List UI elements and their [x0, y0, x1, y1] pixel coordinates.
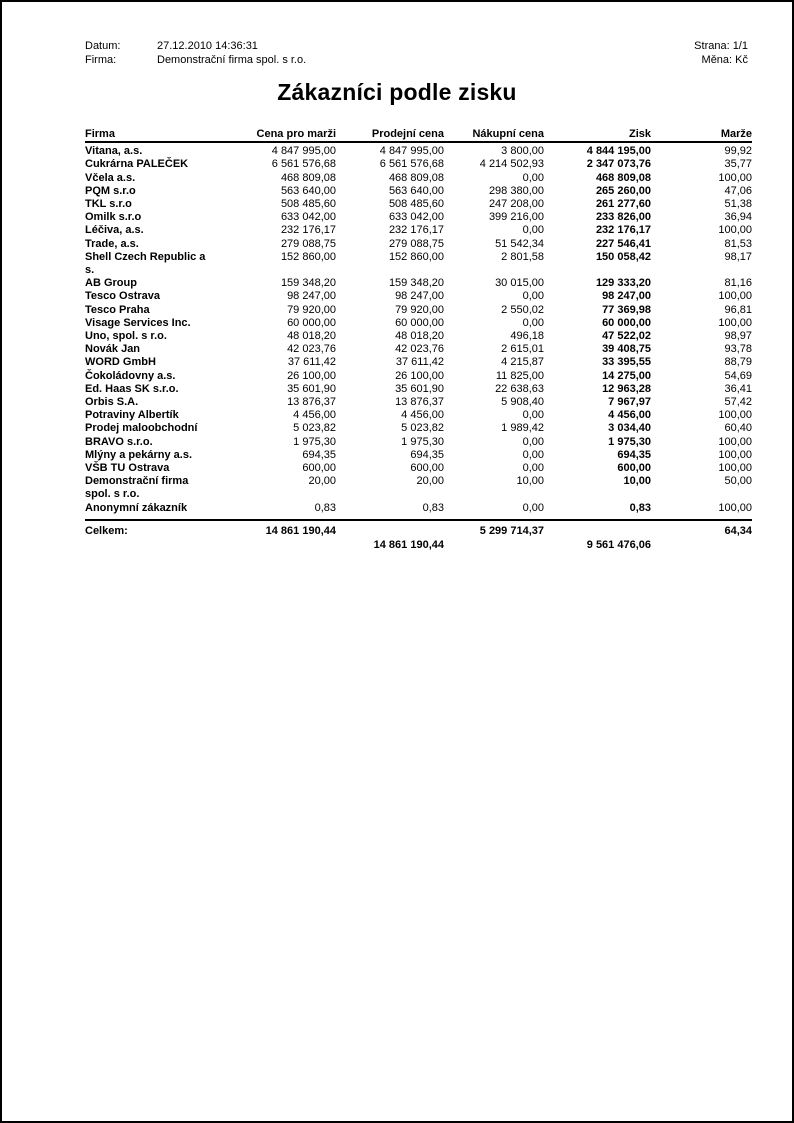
nakupni-cena-cell: 2 615,01	[501, 343, 544, 356]
cena-pro-marzi-cell: 232 176,17	[280, 224, 336, 237]
firma-cell: Léčiva, a.s.	[85, 224, 144, 237]
marze-cell: 98,97	[724, 330, 752, 343]
prodejni-cena-cell: 5 023,82	[401, 422, 444, 435]
marze-cell: 54,69	[724, 369, 752, 382]
cena-pro-marzi-cell: 600,00	[302, 462, 336, 475]
nakupni-cena-cell: 0,00	[522, 224, 544, 237]
marze-cell: 98,17	[724, 250, 752, 263]
strana-value: Strana: 1/1	[694, 40, 748, 52]
cena-pro-marzi-cell: 37 611,42	[287, 356, 336, 369]
nakupni-cena-cell: 22 638,63	[495, 382, 544, 395]
firma-cell: Tesco Ostrava	[85, 290, 161, 303]
prodejni-cena-cell: 563 640,00	[388, 184, 444, 197]
marze-cell: 100,00	[718, 409, 752, 422]
firma-cell: Shell Czech Republic a s.	[85, 250, 206, 277]
cena-pro-marzi-cell: 6 561 576,68	[271, 158, 336, 171]
firma-cell: VŠB TU Ostrava	[85, 462, 170, 475]
cena-pro-marzi-cell: 152 860,00	[280, 250, 336, 263]
firma-cell: Uno, spol. s r.o.	[85, 330, 167, 343]
marze-cell: 96,81	[724, 303, 752, 316]
cena-pro-marzi-cell: 5 023,82	[293, 422, 336, 435]
nakupni-cena-cell: 247 208,00	[488, 198, 544, 211]
table-row	[85, 409, 752, 422]
marze-cell: 100,00	[718, 448, 752, 461]
zisk-cell: 265 260,00	[595, 184, 651, 197]
firma-cell: Trade, a.s.	[85, 237, 139, 250]
totals-row-2	[85, 538, 752, 552]
nakupni-cena-cell: 30 015,00	[495, 277, 544, 290]
marze-cell: 57,42	[724, 396, 752, 409]
nakupni-cena-cell: 0,00	[522, 409, 544, 422]
zisk-cell: 98 247,00	[602, 290, 651, 303]
table-row	[85, 370, 752, 383]
firma-label: Firma:	[85, 54, 117, 66]
zisk-cell: 77 369,98	[602, 303, 651, 316]
marze-cell: 99,92	[724, 145, 752, 158]
table-row	[85, 436, 752, 449]
totals-empty-cell	[336, 520, 444, 538]
firma-cell: Vitana, a.s.	[85, 145, 143, 158]
marze-cell: 51,38	[724, 198, 752, 211]
cena-pro-marzi-cell: 13 876,37	[287, 396, 336, 409]
totals-empty-cell	[444, 538, 544, 552]
table-row	[85, 224, 752, 237]
firma-cell: TKL s.r.o	[85, 198, 132, 211]
marze-cell: 36,94	[724, 211, 752, 224]
zisk-cell: 261 277,60	[595, 198, 651, 211]
marze-cell: 47,06	[724, 184, 752, 197]
cena-pro-marzi-cell: 0,83	[314, 501, 336, 514]
totals-empty-cell	[240, 538, 336, 552]
firma-cell: BRAVO s.r.o.	[85, 435, 153, 448]
firma-cell: Tesco Praha	[85, 303, 150, 316]
cena-pro-marzi-cell: 508 485,60	[280, 198, 336, 211]
prodejni-cena-cell: 26 100,00	[395, 369, 444, 382]
firma-cell: WORD GmbH	[85, 356, 156, 369]
nakupni-cena-cell: 2 801,58	[501, 250, 544, 263]
prodejni-cena-cell: 79 920,00	[395, 303, 444, 316]
zisk-cell: 47 522,02	[602, 330, 651, 343]
prodejni-cena-cell: 37 611,42	[395, 356, 444, 369]
nakupni-cena-cell: 3 800,00	[501, 145, 544, 158]
marze-cell: 60,40	[724, 422, 752, 435]
prodejni-cena-cell: 633 042,00	[388, 211, 444, 224]
datum-label: Datum:	[85, 40, 121, 52]
zisk-cell: 12 963,28	[602, 382, 651, 395]
zisk-cell: 0,83	[629, 501, 651, 514]
prodejni-cena-cell: 600,00	[410, 462, 444, 475]
firma-cell: PQM s.r.o	[85, 184, 136, 197]
cena-pro-marzi-cell: 26 100,00	[287, 369, 336, 382]
table-row	[85, 343, 752, 356]
cena-pro-marzi-cell: 4 847 995,00	[271, 145, 336, 158]
page-title: Zákazníci podle zisku	[277, 79, 517, 105]
marze-cell: 100,00	[718, 171, 752, 184]
firma-cell: Mlýny a pekárny a.s.	[85, 448, 192, 461]
nakupni-cena-cell: 11 825,00	[495, 369, 544, 382]
firma-cell: Cukrárna PALEČEK	[85, 158, 189, 171]
column-header-zisk: Zisk	[544, 128, 651, 142]
marze-cell: 88,79	[724, 356, 752, 369]
prodejni-cena-cell: 0,83	[422, 501, 444, 514]
marze-cell: 100,00	[718, 290, 752, 303]
table-row	[85, 317, 752, 330]
table-row	[85, 475, 752, 501]
firma-cell: Potraviny Albertík	[85, 409, 179, 422]
table-row	[85, 383, 752, 396]
marze-cell: 100,00	[718, 316, 752, 329]
nakupni-cena-cell: 4 215,87	[501, 356, 544, 369]
prodejni-cena-cell: 6 561 576,68	[379, 158, 444, 171]
prodejni-cena-cell: 4 847 995,00	[379, 145, 444, 158]
cena-pro-marzi-cell: 4 456,00	[293, 409, 336, 422]
table-row	[85, 211, 752, 224]
table-header-row	[85, 128, 752, 142]
cena-pro-marzi-cell: 279 088,75	[280, 237, 336, 250]
table-row	[85, 198, 752, 211]
prodejni-cena-cell: 508 485,60	[388, 198, 444, 211]
marze-cell: 81,16	[724, 277, 752, 290]
zisk-cell: 694,35	[617, 448, 651, 461]
zisk-cell: 468 809,08	[595, 171, 651, 184]
marze-cell: 50,00	[724, 475, 752, 488]
zisk-cell: 14 275,00	[602, 369, 651, 382]
zisk-cell: 232 176,17	[595, 224, 651, 237]
prodejni-cena-cell: 159 348,20	[388, 277, 444, 290]
report-meta-right	[694, 39, 748, 67]
mena-value: Měna: Kč	[701, 54, 748, 66]
report-meta-left	[85, 39, 306, 67]
marze-cell: 36,41	[724, 382, 752, 395]
nakupni-cena-cell: 51 542,34	[495, 237, 544, 250]
nakupni-cena-cell: 0,00	[522, 448, 544, 461]
table-row	[85, 462, 752, 475]
zisk-cell: 600,00	[617, 462, 651, 475]
cena-pro-marzi-cell: 159 348,20	[280, 277, 336, 290]
cena-pro-marzi-cell: 1 975,30	[293, 435, 336, 448]
column-header-prodejni-cena: Prodejní cena	[336, 128, 444, 142]
prodejni-cena-cell: 13 876,37	[395, 396, 444, 409]
table-row	[85, 238, 752, 251]
column-header-marze: Marže	[651, 128, 752, 142]
zisk-cell: 227 546,41	[595, 237, 651, 250]
nakupni-cena-cell: 4 214 502,93	[479, 158, 544, 171]
zisk-cell: 1 975,30	[608, 435, 651, 448]
table-row	[85, 290, 752, 303]
table-row	[85, 422, 752, 435]
totals-zisk: 9 561 476,06	[586, 539, 651, 552]
cena-pro-marzi-cell: 633 042,00	[280, 211, 336, 224]
table-row	[85, 356, 752, 369]
zisk-cell: 2 347 073,76	[586, 158, 651, 171]
cena-pro-marzi-cell: 60 000,00	[287, 316, 336, 329]
cena-pro-marzi-cell: 48 018,20	[287, 330, 336, 343]
nakupni-cena-cell: 0,00	[522, 316, 544, 329]
zisk-cell: 4 844 195,00	[586, 145, 651, 158]
cena-pro-marzi-cell: 694,35	[302, 448, 336, 461]
table-row	[85, 304, 752, 317]
firma-cell: Omilk s.r.o	[85, 211, 142, 224]
firma-cell: Prodej maloobchodní	[85, 422, 198, 435]
customers-profit-table	[85, 128, 752, 552]
prodejni-cena-cell: 694,35	[410, 448, 444, 461]
firma-cell: Visage Services Inc.	[85, 316, 191, 329]
cena-pro-marzi-cell: 20,00	[308, 475, 336, 488]
zisk-cell: 33 395,55	[602, 356, 651, 369]
column-header-cena-pro-marzi: Cena pro marži	[240, 128, 336, 142]
marze-cell: 100,00	[718, 224, 752, 237]
cena-pro-marzi-cell: 42 023,76	[287, 343, 336, 356]
prodejni-cena-cell: 279 088,75	[388, 237, 444, 250]
firma-cell: Novák Jan	[85, 343, 141, 356]
firma-cell: AB Group	[85, 277, 137, 290]
prodejni-cena-cell: 35 601,90	[395, 382, 444, 395]
datum-value: 27.12.2010 14:36:31	[157, 40, 258, 52]
cena-pro-marzi-cell: 35 601,90	[287, 382, 336, 395]
marze-cell: 93,78	[724, 343, 752, 356]
zisk-cell: 129 333,20	[595, 277, 651, 290]
cena-pro-marzi-cell: 563 640,00	[280, 184, 336, 197]
totals-empty-cell	[85, 538, 240, 552]
table-row	[85, 251, 752, 277]
firma-cell: Včela a.s.	[85, 171, 136, 184]
zisk-cell: 39 408,75	[602, 343, 651, 356]
nakupni-cena-cell: 0,00	[522, 435, 544, 448]
totals-row-1	[85, 520, 752, 538]
marze-cell: 100,00	[718, 435, 752, 448]
nakupni-cena-cell: 0,00	[522, 462, 544, 475]
totals-marze: 64,34	[651, 520, 752, 538]
table-row	[85, 396, 752, 409]
marze-cell: 35,77	[724, 158, 752, 171]
zisk-cell: 4 456,00	[608, 409, 651, 422]
prodejni-cena-cell: 60 000,00	[395, 316, 444, 329]
nakupni-cena-cell: 496,18	[510, 330, 544, 343]
table-row	[85, 449, 752, 462]
marze-cell: 100,00	[718, 462, 752, 475]
nakupni-cena-cell: 0,00	[522, 290, 544, 303]
prodejni-cena-cell: 98 247,00	[395, 290, 444, 303]
totals-cena-pro-marzi: 14 861 190,44	[240, 520, 336, 538]
cena-pro-marzi-cell: 468 809,08	[280, 171, 336, 184]
report-meta	[2, 2, 792, 67]
prodejni-cena-cell: 1 975,30	[401, 435, 444, 448]
nakupni-cena-cell: 2 550,02	[501, 303, 544, 316]
nakupni-cena-cell: 10,00	[516, 475, 544, 488]
prodejni-cena-cell: 468 809,08	[388, 171, 444, 184]
prodejni-cena-cell: 20,00	[416, 475, 444, 488]
nakupni-cena-cell: 1 989,42	[501, 422, 544, 435]
prodejni-cena-cell: 232 176,17	[388, 224, 444, 237]
firma-cell: Anonymní zákazník	[85, 501, 188, 514]
firma-cell: Čokoládovny a.s.	[85, 369, 176, 382]
zisk-cell: 10,00	[623, 475, 651, 488]
firma-cell: Orbis S.A.	[85, 396, 139, 409]
prodejni-cena-cell: 48 018,20	[395, 330, 444, 343]
cena-pro-marzi-cell: 98 247,00	[287, 290, 336, 303]
prodejni-cena-cell: 4 456,00	[401, 409, 444, 422]
zisk-cell: 233 826,00	[595, 211, 651, 224]
column-header-firma: Firma	[85, 128, 240, 142]
marze-cell: 81,53	[724, 237, 752, 250]
table-row	[85, 158, 752, 171]
zisk-cell: 3 034,40	[608, 422, 651, 435]
totals-prodejni-cena: 14 861 190,44	[373, 539, 444, 552]
firma-value: Demonstrační firma spol. s r.o.	[157, 54, 307, 66]
totals-empty-cell	[651, 538, 752, 552]
firma-cell: Demonstrační firma spol. s r.o.	[85, 475, 189, 501]
nakupni-cena-cell: 0,00	[522, 501, 544, 514]
table-row	[85, 277, 752, 290]
table-row	[85, 185, 752, 198]
zisk-cell: 7 967,97	[608, 396, 651, 409]
table-row	[85, 142, 752, 158]
zisk-cell: 150 058,42	[595, 250, 651, 263]
zisk-cell: 60 000,00	[602, 316, 651, 329]
totals-empty-cell	[544, 520, 651, 538]
nakupni-cena-cell: 0,00	[522, 171, 544, 184]
column-header-nakupni-cena: Nákupní cena	[444, 128, 544, 142]
totals-nakupni-cena: 5 299 714,37	[444, 520, 544, 538]
nakupni-cena-cell: 399 216,00	[488, 211, 544, 224]
table-row	[85, 330, 752, 343]
totals-label: Celkem:	[85, 520, 240, 538]
nakupni-cena-cell: 5 908,40	[501, 396, 544, 409]
marze-cell: 100,00	[718, 501, 752, 514]
firma-cell: Ed. Haas SK s.r.o.	[85, 382, 179, 395]
table-row	[85, 172, 752, 185]
prodejni-cena-cell: 152 860,00	[388, 250, 444, 263]
prodejni-cena-cell: 42 023,76	[395, 343, 444, 356]
table-row	[85, 502, 752, 520]
cena-pro-marzi-cell: 79 920,00	[287, 303, 336, 316]
nakupni-cena-cell: 298 380,00	[488, 184, 544, 197]
